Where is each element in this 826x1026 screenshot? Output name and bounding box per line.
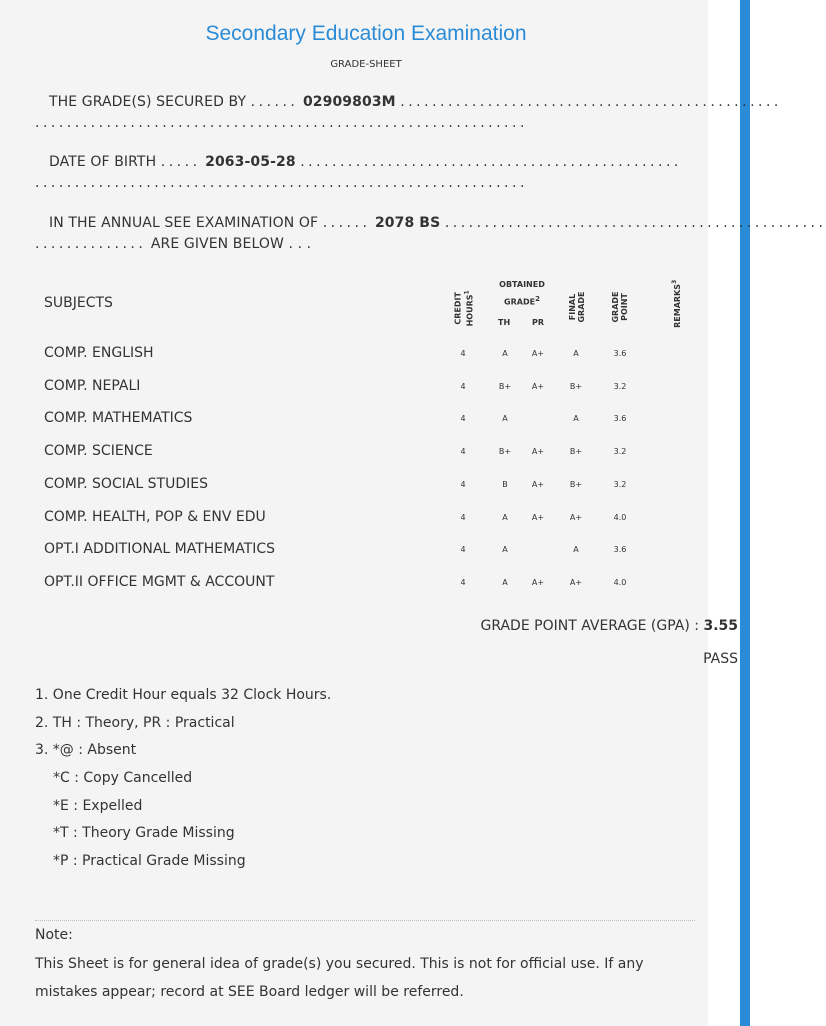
credit-cell: 4 [460, 381, 466, 391]
obtained-label: OBTAINED [499, 280, 545, 289]
gpa-line [480, 618, 738, 634]
final-grade-cell: B+ [569, 381, 583, 391]
dob-line: DATE OF BIRTH ..... 2063-05-28 ................................................ [35, 152, 695, 173]
gpa-value: 3.55 [703, 618, 738, 634]
final-grade-cell: A+ [569, 577, 583, 587]
grade-point-cell: 3.2 [613, 479, 627, 489]
th-header: TH [498, 318, 511, 327]
table-row [0, 468, 708, 500]
note-heading: Note: [35, 927, 73, 943]
credit-cell: 4 [460, 545, 466, 555]
subject-cell: COMP. ENGLISH [44, 345, 154, 361]
final-grade-cell: B+ [569, 447, 583, 457]
subjects-header: SUBJECTS [44, 295, 113, 311]
pr-grade-cell: A+ [531, 577, 545, 587]
footnote-expelled: *E : Expelled [53, 798, 143, 814]
dob-dots: .............................................................. [35, 175, 528, 191]
footnote-3: 3. *@ : Absent [35, 742, 137, 758]
result-status: PASS [703, 651, 738, 667]
grade-label: GRADE$^2$ [504, 295, 540, 307]
divider [35, 920, 695, 921]
pr-grade-cell: A+ [531, 479, 545, 489]
th-grade-cell: A [502, 512, 508, 522]
note-text: This Sheet is for general idea of grade(s) you secured. This is not for official use. If any mistakes appear; record at SEE Board ledger will be referred. [35, 956, 644, 1000]
pr-grade-cell: A+ [531, 447, 545, 457]
final-grade-cell: A [573, 545, 579, 555]
th-grade-cell: B [502, 479, 508, 489]
table-row [0, 337, 708, 369]
exam-label: IN THE ANNUAL SEE EXAMINATION OF [49, 215, 319, 231]
exam-year: 2078 BS [374, 215, 441, 231]
secured-by-line: THE GRADE(S) SECURED BY ...... 02909803M ................................................ [35, 92, 695, 113]
pr-grade-cell: A+ [531, 349, 545, 358]
exam-line-2: .............. ARE GIVEN BELOW . . . [35, 236, 312, 252]
right-edge-bar [740, 0, 750, 1026]
footnote-copy-cancelled: *C : Copy Cancelled [53, 770, 193, 786]
subject-cell: COMP. SOCIAL STUDIES [44, 475, 209, 492]
remarks-header: REMARKS$^3$ [671, 279, 682, 328]
th-grade-cell: A [502, 545, 508, 555]
page-subtitle: GRADE-SHEET [330, 59, 402, 70]
grade-point-header: GRADE POINT [611, 291, 629, 323]
table-row [0, 501, 708, 533]
table-row [0, 533, 708, 565]
pr-header: PR [532, 318, 545, 327]
footnote-practical-missing: *P : Practical Grade Missing [53, 853, 246, 869]
given-below-text: ARE GIVEN BELOW . . . [150, 236, 312, 252]
subject-cell: COMP. HEALTH, POP & ENV EDU [44, 508, 266, 525]
final-grade-cell: A+ [569, 512, 583, 522]
footnote-1: 1. One Credit Hour equals 32 Clock Hours. [35, 687, 332, 703]
grade-point-cell: 3.6 [613, 349, 627, 358]
grade-point-cell: 4.0 [613, 512, 627, 522]
credit-cell: 4 [460, 512, 466, 522]
th-grade-cell: B+ [498, 381, 512, 391]
subject-cell: COMP. SCIENCE [44, 443, 153, 460]
dob-value: 2063-05-28 [205, 154, 296, 170]
footnote-2: 2. TH : Theory, PR : Practical [35, 715, 235, 731]
table-row [0, 402, 708, 434]
exam-line: IN THE ANNUAL SEE EXAMINATION OF ...... 2078 BS ................................................ [35, 213, 695, 234]
subject-cell: OPT.I ADDITIONAL MATHEMATICS [44, 541, 276, 558]
th-grade-cell: B+ [498, 447, 512, 457]
gpa-label: GRADE POINT AVERAGE (GPA) : [480, 618, 699, 634]
secured-by-dots: .............................................................. [35, 115, 528, 131]
credit-cell: 4 [460, 414, 466, 424]
subject-cell: COMP. NEPALI [44, 377, 141, 394]
table-row [0, 566, 708, 598]
final-grade-header: FINAL GRADE [568, 291, 586, 323]
final-grade-cell: A [573, 414, 579, 424]
obtained-grade-header [492, 278, 552, 310]
pr-grade-cell: A+ [531, 381, 545, 391]
credit-cell: 4 [460, 577, 466, 587]
credit-cell: 4 [460, 479, 466, 489]
th-grade-cell: A [502, 349, 508, 358]
credit-hours-header: CREDIT HOURS$^1$ [453, 290, 475, 327]
grade-point-cell: 3.6 [613, 414, 627, 424]
table-row [0, 370, 708, 402]
secured-by-label: THE GRADE(S) SECURED BY [49, 94, 247, 110]
right-gutter [708, 0, 740, 1026]
grade-point-cell: 4.0 [613, 577, 627, 587]
th-grade-cell: A [502, 414, 508, 424]
subject-cell: OPT.II OFFICE MGMT & ACCOUNT [44, 573, 275, 590]
final-grade-cell: B+ [569, 479, 583, 489]
symbol-number: 02909803M [302, 94, 396, 110]
grade-point-cell: 3.6 [613, 545, 627, 555]
th-grade-cell: A [502, 577, 508, 587]
dob-label: DATE OF BIRTH [49, 154, 157, 170]
final-grade-cell: A [573, 349, 579, 358]
pr-grade-cell: A+ [531, 512, 545, 522]
subject-cell: COMP. MATHEMATICS [44, 410, 193, 427]
grade-point-cell: 3.2 [613, 447, 627, 457]
credit-cell: 4 [460, 349, 466, 358]
footnote-theory-missing: *T : Theory Grade Missing [53, 825, 235, 841]
grade-point-cell: 3.2 [613, 381, 627, 391]
credit-cell: 4 [460, 447, 466, 457]
table-row [0, 435, 708, 467]
page-title: Secondary Education Examination [205, 22, 527, 45]
